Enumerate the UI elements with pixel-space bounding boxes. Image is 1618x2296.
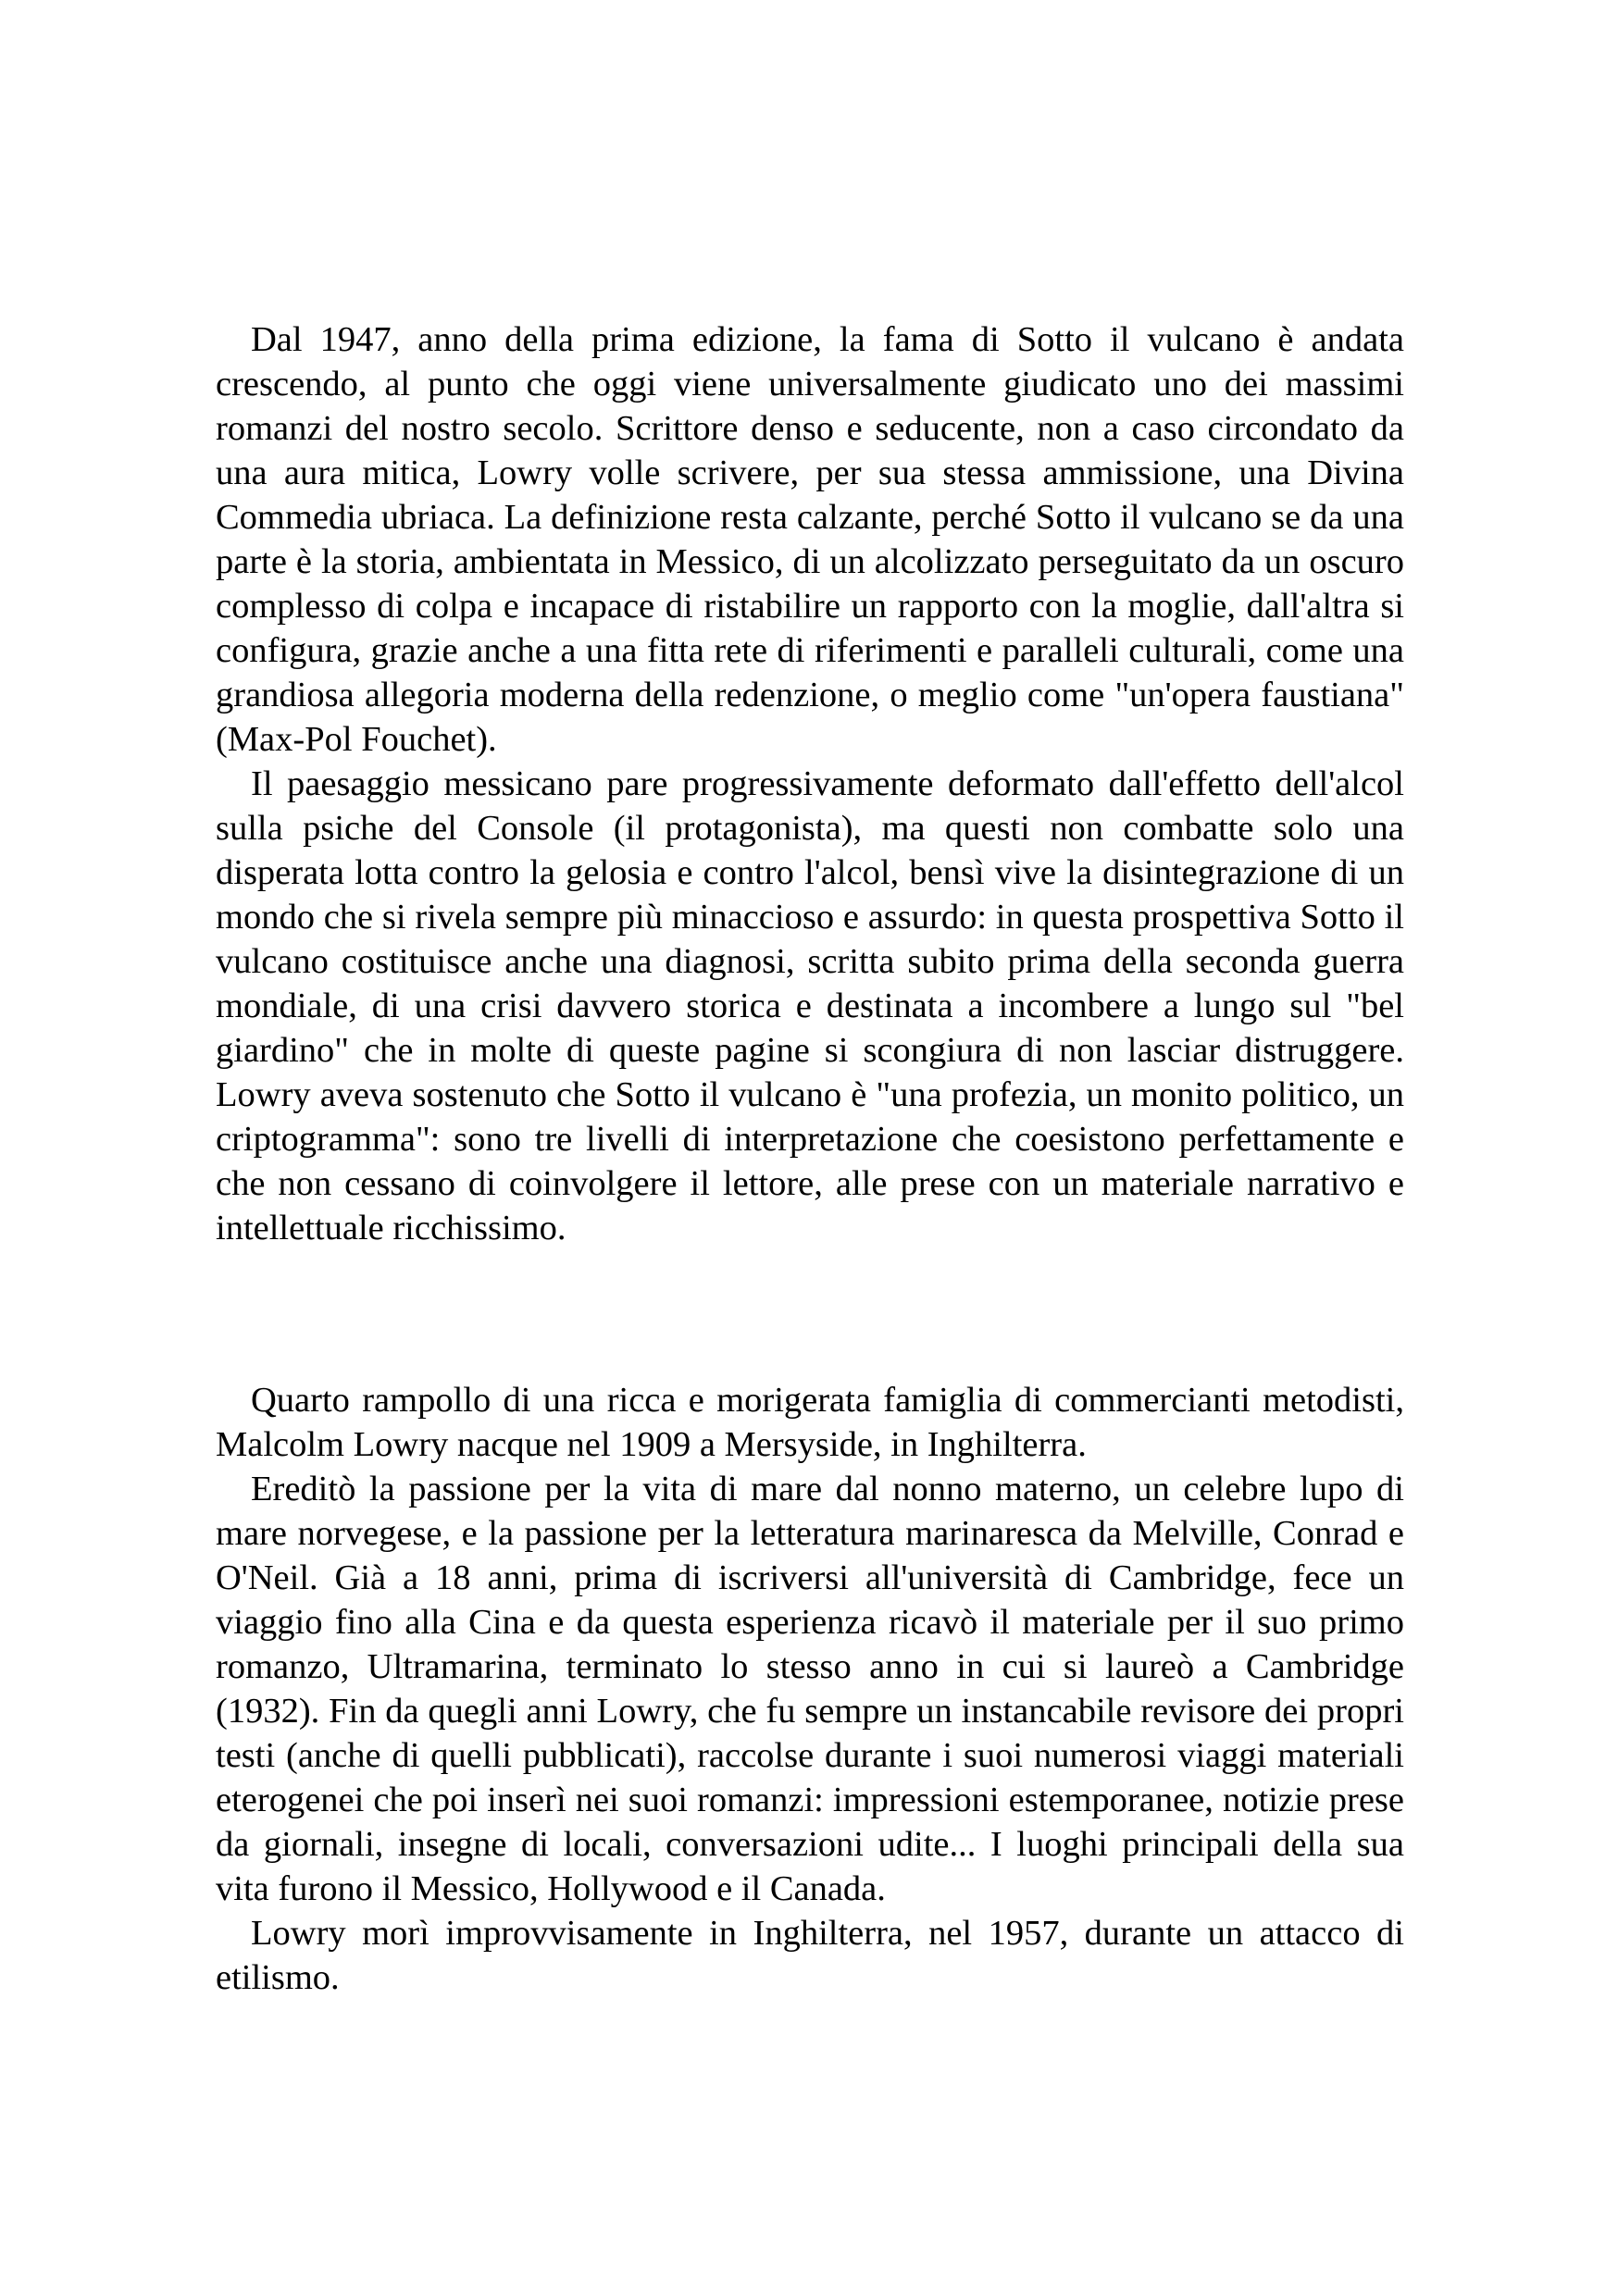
paragraph: Dal 1947, anno della prima edizione, la fama di Sotto il vulcano è andata crescendo, al punto che oggi viene universalmente giudicato uno dei massimi romanzi del nostro secolo. Scrittore denso e seducente, non a caso circondato da una aura mitica, Lowry volle scrivere, per sua stessa ammissione, una Divina Commedia ubriaca. La definizione resta calzante, perché Sotto il vulcano se da una parte è la storia, ambientata in Messico, di un alcolizzato perseguitato da un oscuro complesso di colpa e incapace di ristabilire un rapporto con la moglie, dall'altra si configura, grazie anche a una fitta rete di riferimenti e paralleli culturali, come una grandiosa allegoria moderna della redenzione, o meglio come "un'opera faustiana" (Max-Pol Fouchet). — [216, 320, 1404, 759]
author-biography-section — [216, 1378, 1404, 2000]
paragraph: Ereditò la passione per la vita di mare dal nonno materno, un celebre lupo di mare norvegese, e la passione per la letteratura marinaresca da Melville, Conrad e O'Neil. Già a 18 anni, prima di iscriversi all'università di Cambridge, fece un viaggio fino alla Cina e da questa esperienza ricavò il materiale per il suo primo romanzo, Ultramarina, terminato lo stesso anno in cui si laureò a Cambridge (1932). Fin da quegli anni Lowry, che fu sempre un instancabile revisore dei propri testi (anche di quelli pubblicati), raccolse durante i suoi numerosi viaggi materiali eterogenei che poi inserì nei suoi romanzi: impressioni estemporanee, notizie prese da giornali, insegne di locali, conversazioni udite... I luoghi principali della sua vita furono il Messico, Hollywood e il Canada. — [216, 1470, 1404, 1908]
paragraph: Il paesaggio messicano pare progressivamente deformato dall'effetto dell'alcol sulla psiche del Console (il protagonista), ma questi non combatte solo una disperata lotta contro la gelosia e contro l'alcol, bensì vive la disintegrazione di un mondo che si rivela sempre più minaccioso e assurdo: in questa prospettiva Sotto il vulcano costituisce anche una diagnosi, scritta subito prima della seconda guerra mondiale, di una crisi davvero storica e destinata a incombere a lungo sul "bel giardino" che in molte di queste pagine si scongiura di non lasciar distruggere. Lowry aveva sostenuto che Sotto il vulcano è "una profezia, un monito politico, un criptogramma": sono tre livelli di interpretazione che coesistono perfettamente e che non cessano di coinvolgere il lettore, alle prese con un materiale narrativo e intellettuale ricchissimo. — [216, 764, 1404, 1247]
paragraph: Quarto rampollo di una ricca e morigerata famiglia di commercianti metodisti, Malcolm Lowry nacque nel 1909 a Mersyside, in Inghilterra. — [216, 1381, 1404, 1464]
paragraph: Lowry morì improvvisamente in Inghilterra, nel 1957, durante un attacco di etilismo. — [216, 1914, 1404, 1997]
book-description-section — [216, 317, 1404, 1250]
